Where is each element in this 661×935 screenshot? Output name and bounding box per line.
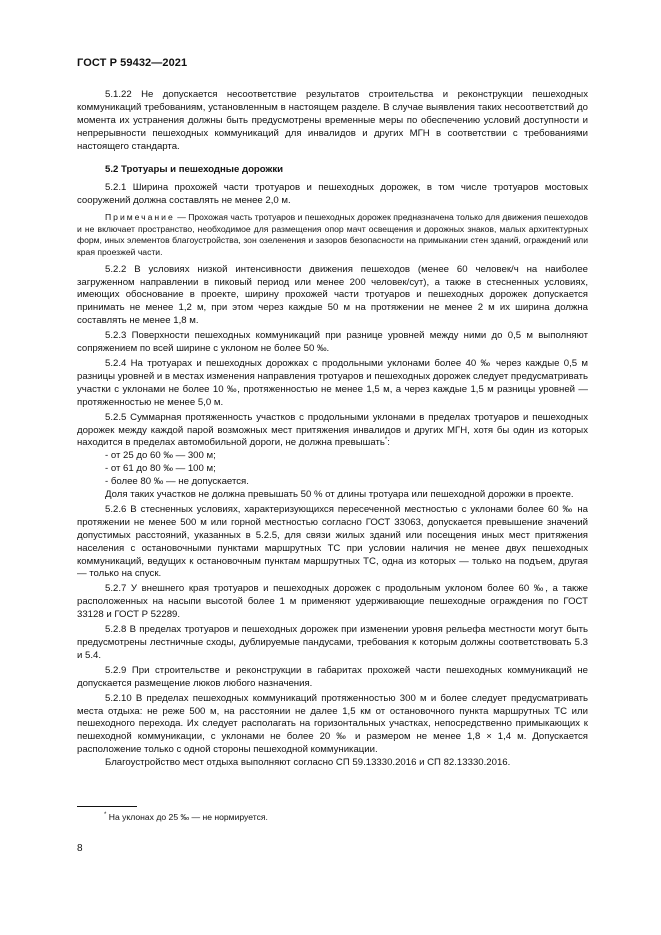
- clause-5-2-1: 5.2.1 Ширина прохожей части тротуаров и пешеходных дорожек, в том числе тротуаров мостовых сооружений должна составлять не менее 2,0 м.: [77, 182, 588, 207]
- clause-5-2-8: 5.2.8 В пределах тротуаров и пешеходных дорожек при изменении уровня рельефа местности могут быть предусмотрены лестничные сходы, дублируемые пандусами, требования к которым должны соответствовать 5.3 и 5.4.: [77, 624, 588, 661]
- clause-5-2-5-share: Доля таких участков не должна превышать 50 % от длины тротуара или пешеходной дорожки в проекте.: [105, 489, 574, 501]
- footnote-text: На уклонах до 25 ‰ — не нормируется.: [106, 812, 268, 822]
- clause-5-2-6: 5.2.6 В стесненных условиях, характеризующихся пересеченной местностью с уклонами более 60 ‰ на протяжении не менее 500 м или горной местностью согласно ГОСТ 33063, допускается превышение значений допустимых расстояний, указанных в 5.2.5, для связи жилых зданий или посещения иных мест притяжения населения с остановочными пунктами маршрутных ТС при условии наличия не менее двух пешеходных коммуникаций, ведущих к остановочным пунктам маршрутных ТС, одна из которых — только на подъем, другая — только на спуск.: [77, 503, 588, 580]
- clause-5-2-4: 5.2.4 На тротуарах и пешеходных дорожках с продольными уклонами более 40 ‰ через каждые 0,5 м разницы уровней и в местах изменения направления тротуаров и пешеходных дорожек следует предусматривать участки с уклонами не более 10 ‰, протяженностью не менее 1,5 м, а через каждые 1,5 м разницы уровней — протяженностью не менее 5,0 м.: [77, 357, 588, 408]
- clause-5-2-2: 5.2.2 В условиях низкой интенсивности движения пешеходов (менее 60 человек/ч на наиболее загруженном направлении в пиковый период или менее 200 человек/сут), а также в стесненных условиях, имеющих обоснование в проекте, ширину прохожей части тротуаров и пешеходных дорожек допускается принимать не менее 1,2 м, при этом через каждые 50 м на протяжении не менее 2 м их ширина должна составлять не менее 1,8 м.: [77, 263, 588, 327]
- clause-5-1-22: 5.1.22 Не допускается несоответствие результатов строительства и реконструкции пешеходных коммуникаций требованиям, установленным в настоящем разделе. В случае выявления таких несоответствий до момента их устранения должны быть предусмотрены временные меры по обеспечению условий доступности и непрерывности пешеходных коммуникаций для инвалидов и других МГН в соответствии с требованиями настоящего стандарта.: [77, 89, 588, 152]
- list-item: - от 25 до 60 ‰ — 300 м;: [105, 450, 216, 462]
- note-label: Примечание: [105, 212, 175, 223]
- note-text: — Прохожая часть тротуаров и пешеходных дорожек предназначена только для движения пешеходов и не включает пространство, необходимое для размещения опор мачт освещения и дорожных знаков, малых архитектурных форм, иных элементов благоустройства, зон озеленения и зазоров безопасности на примыкании стен зданий, ограждений или края проезжей части.: [77, 212, 588, 258]
- page-body: [77, 89, 588, 770]
- clause-5-2-9: 5.2.9 При строительстве и реконструкции в габаритах прохожей части пешеходных коммуникаций не допускается размещение люков любого назначения.: [77, 664, 588, 689]
- page-number: 8: [77, 843, 83, 854]
- clause-5-2-10: 5.2.10 В пределах пешеходных коммуникаций протяженностью 300 м и более следует предусматривать места отдыха: не реже 500 м, на расстоянии не далее 1,5 км от остановочного пункта маршрутных ТС или пешеходного перехода. Их следует располагать на горизонтальных участках, непосредственно примыкающих к пешеходной коммуникации, с уклонами не более 20 ‰ и размером не менее 1,8 × 1,4 м. Допускается расположение только с одной стороны пешеходной коммуникации.: [77, 692, 588, 756]
- clause-5-2-3: 5.2.3 Поверхности пешеходных коммуникаций при разнице уровней между ними до 0,5 м выполняют сопряжением по всей ширине с уклоном не более 50 ‰.: [77, 330, 588, 355]
- document-header: ГОСТ Р 59432—2021: [77, 57, 188, 69]
- footnote-ref: *: [384, 437, 388, 444]
- clause-5-2-5-text: 5.2.5 Суммарная протяженность участков с продольными уклонами в пределах тротуаров и пешеходных дорожек между каждой парой возможных мест притяжения инвалидов и других МГН, хотя бы один из которых находится в пределах автомобильной дороги, не должна превышать: [77, 411, 588, 449]
- footnote-mark: *: [104, 812, 107, 819]
- footnote-separator: [77, 806, 137, 807]
- clause-5-2-10-amenities: Благоустройство мест отдыха выполняют согласно СП 59.13330.2016 и СП 82.13330.2016.: [105, 757, 511, 769]
- clause-5-2-5-colon: :: [387, 437, 390, 449]
- list-item: - от 61 до 80 ‰ — 100 м;: [105, 463, 216, 475]
- list-item: - более 80 ‰ — не допускается.: [105, 476, 249, 488]
- clause-5-2-7: 5.2.7 У внешнего края тротуаров и пешеходных дорожек с продольным уклоном более 60 ‰, а также расположенных на насыпи высотой более 1 м применяют удерживающие пешеходные ограждения по ГОСТ 33128 и ГОСТ Р 52289.: [77, 583, 588, 621]
- note-block: [77, 212, 588, 258]
- footnote: [104, 812, 268, 822]
- clause-5-2-5: [77, 412, 588, 451]
- section-heading-5-2: 5.2 Тротуары и пешеходные дорожки: [105, 163, 284, 175]
